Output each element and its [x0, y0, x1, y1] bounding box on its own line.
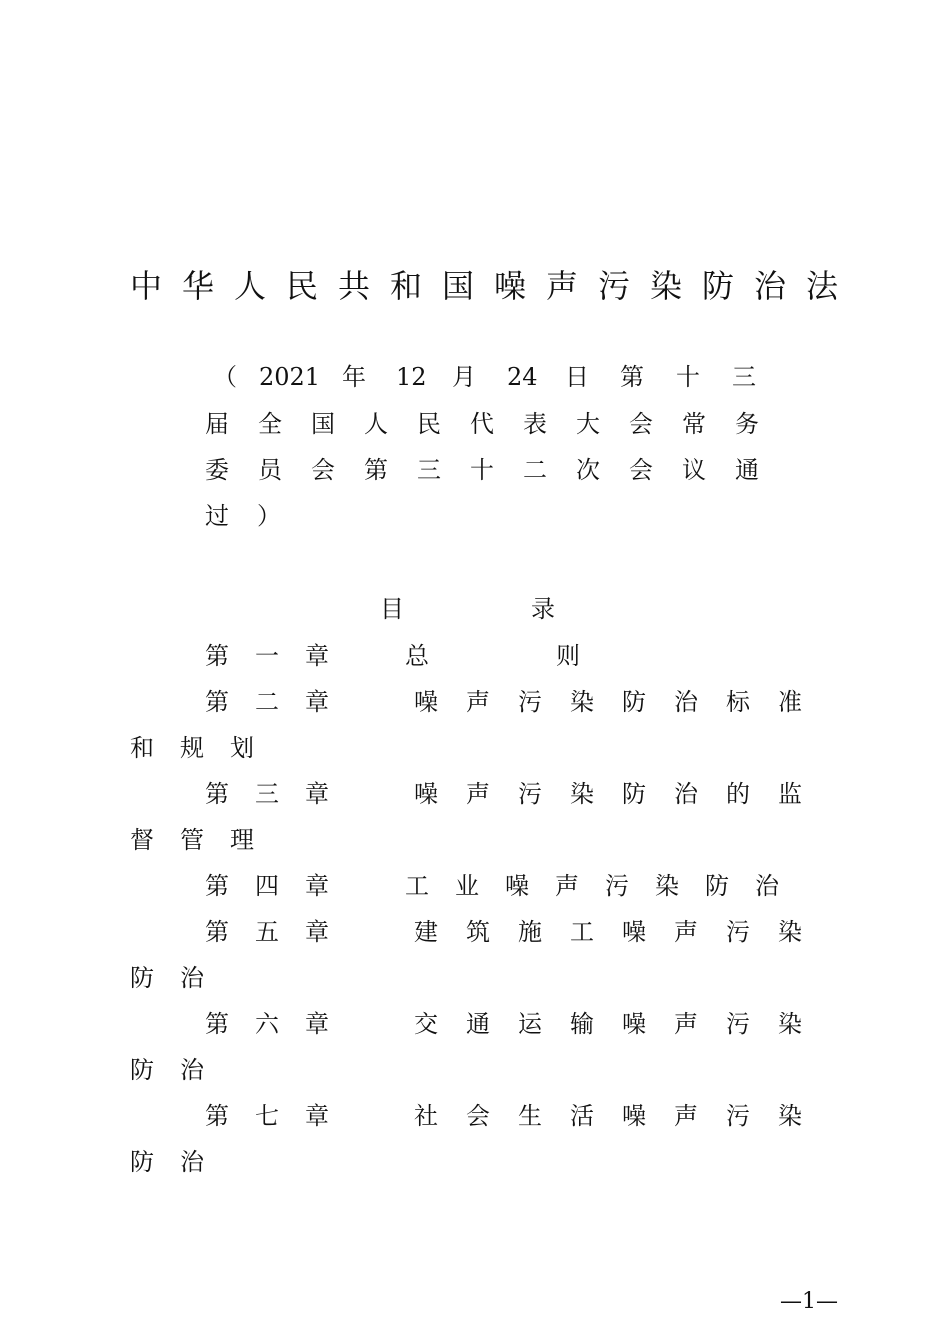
subtitle-token: （: [213, 363, 237, 391]
subtitle-token: 日: [565, 363, 589, 391]
chapter-5-title-cont[interactable]: 防治: [130, 964, 230, 992]
chapter-7-label[interactable]: 第七章: [205, 1102, 355, 1130]
subtitle-token: 24: [507, 363, 538, 391]
chapter-3-title-cont[interactable]: 督管理: [130, 826, 280, 854]
subtitle-token: 月: [452, 363, 476, 391]
chapter-2-title-cont[interactable]: 和规划: [130, 734, 280, 762]
chapter-6-title-cont[interactable]: 防治: [130, 1056, 230, 1084]
page-number: —1—: [780, 1289, 838, 1314]
subtitle-line-1: [205, 362, 765, 392]
subtitle-token: 2021: [259, 363, 321, 391]
chapter-6-title[interactable]: 交通运输噪声污染: [414, 1010, 830, 1038]
chapter-5-title[interactable]: 建筑施工噪声污染: [414, 918, 830, 946]
subtitle-token: ）: [257, 502, 281, 530]
chapter-2-label[interactable]: 第二章: [205, 688, 355, 716]
chapter-5-label[interactable]: 第五章: [205, 918, 355, 946]
chapter-1-title[interactable]: 总: [405, 642, 455, 670]
subtitle-token: 十: [676, 363, 700, 391]
chapter-7-title-cont[interactable]: 防治: [130, 1148, 230, 1176]
subtitle-token: 过: [205, 502, 229, 530]
subtitle-token: 三: [732, 363, 756, 391]
toc-heading-char: 目: [380, 595, 404, 623]
subtitle-token: 第: [620, 363, 644, 391]
chapter-1-title-2[interactable]: 则: [556, 642, 606, 670]
chapter-1-label[interactable]: 第一章: [205, 642, 355, 670]
document-title: 中华人民共和国噪声污染防治法: [130, 267, 859, 305]
subtitle-line-2: 届全国人民代表大会常务: [205, 410, 788, 438]
subtitle-line-3: 委员会第三十二次会议通: [205, 456, 788, 484]
chapter-4-title[interactable]: 工业噪声污染防治: [405, 872, 805, 900]
chapter-6-label[interactable]: 第六章: [205, 1010, 355, 1038]
chapter-3-label[interactable]: 第三章: [205, 780, 355, 808]
chapter-4-label[interactable]: 第四章: [205, 872, 355, 900]
subtitle-token: 年: [342, 363, 366, 391]
chapter-7-title[interactable]: 社会生活噪声污染: [414, 1102, 830, 1130]
chapter-2-title[interactable]: 噪声污染防治标准: [414, 688, 830, 716]
toc-heading-char: 录: [531, 595, 555, 623]
subtitle-token: 12: [396, 363, 427, 391]
chapter-3-title[interactable]: 噪声污染防治的监: [414, 780, 830, 808]
